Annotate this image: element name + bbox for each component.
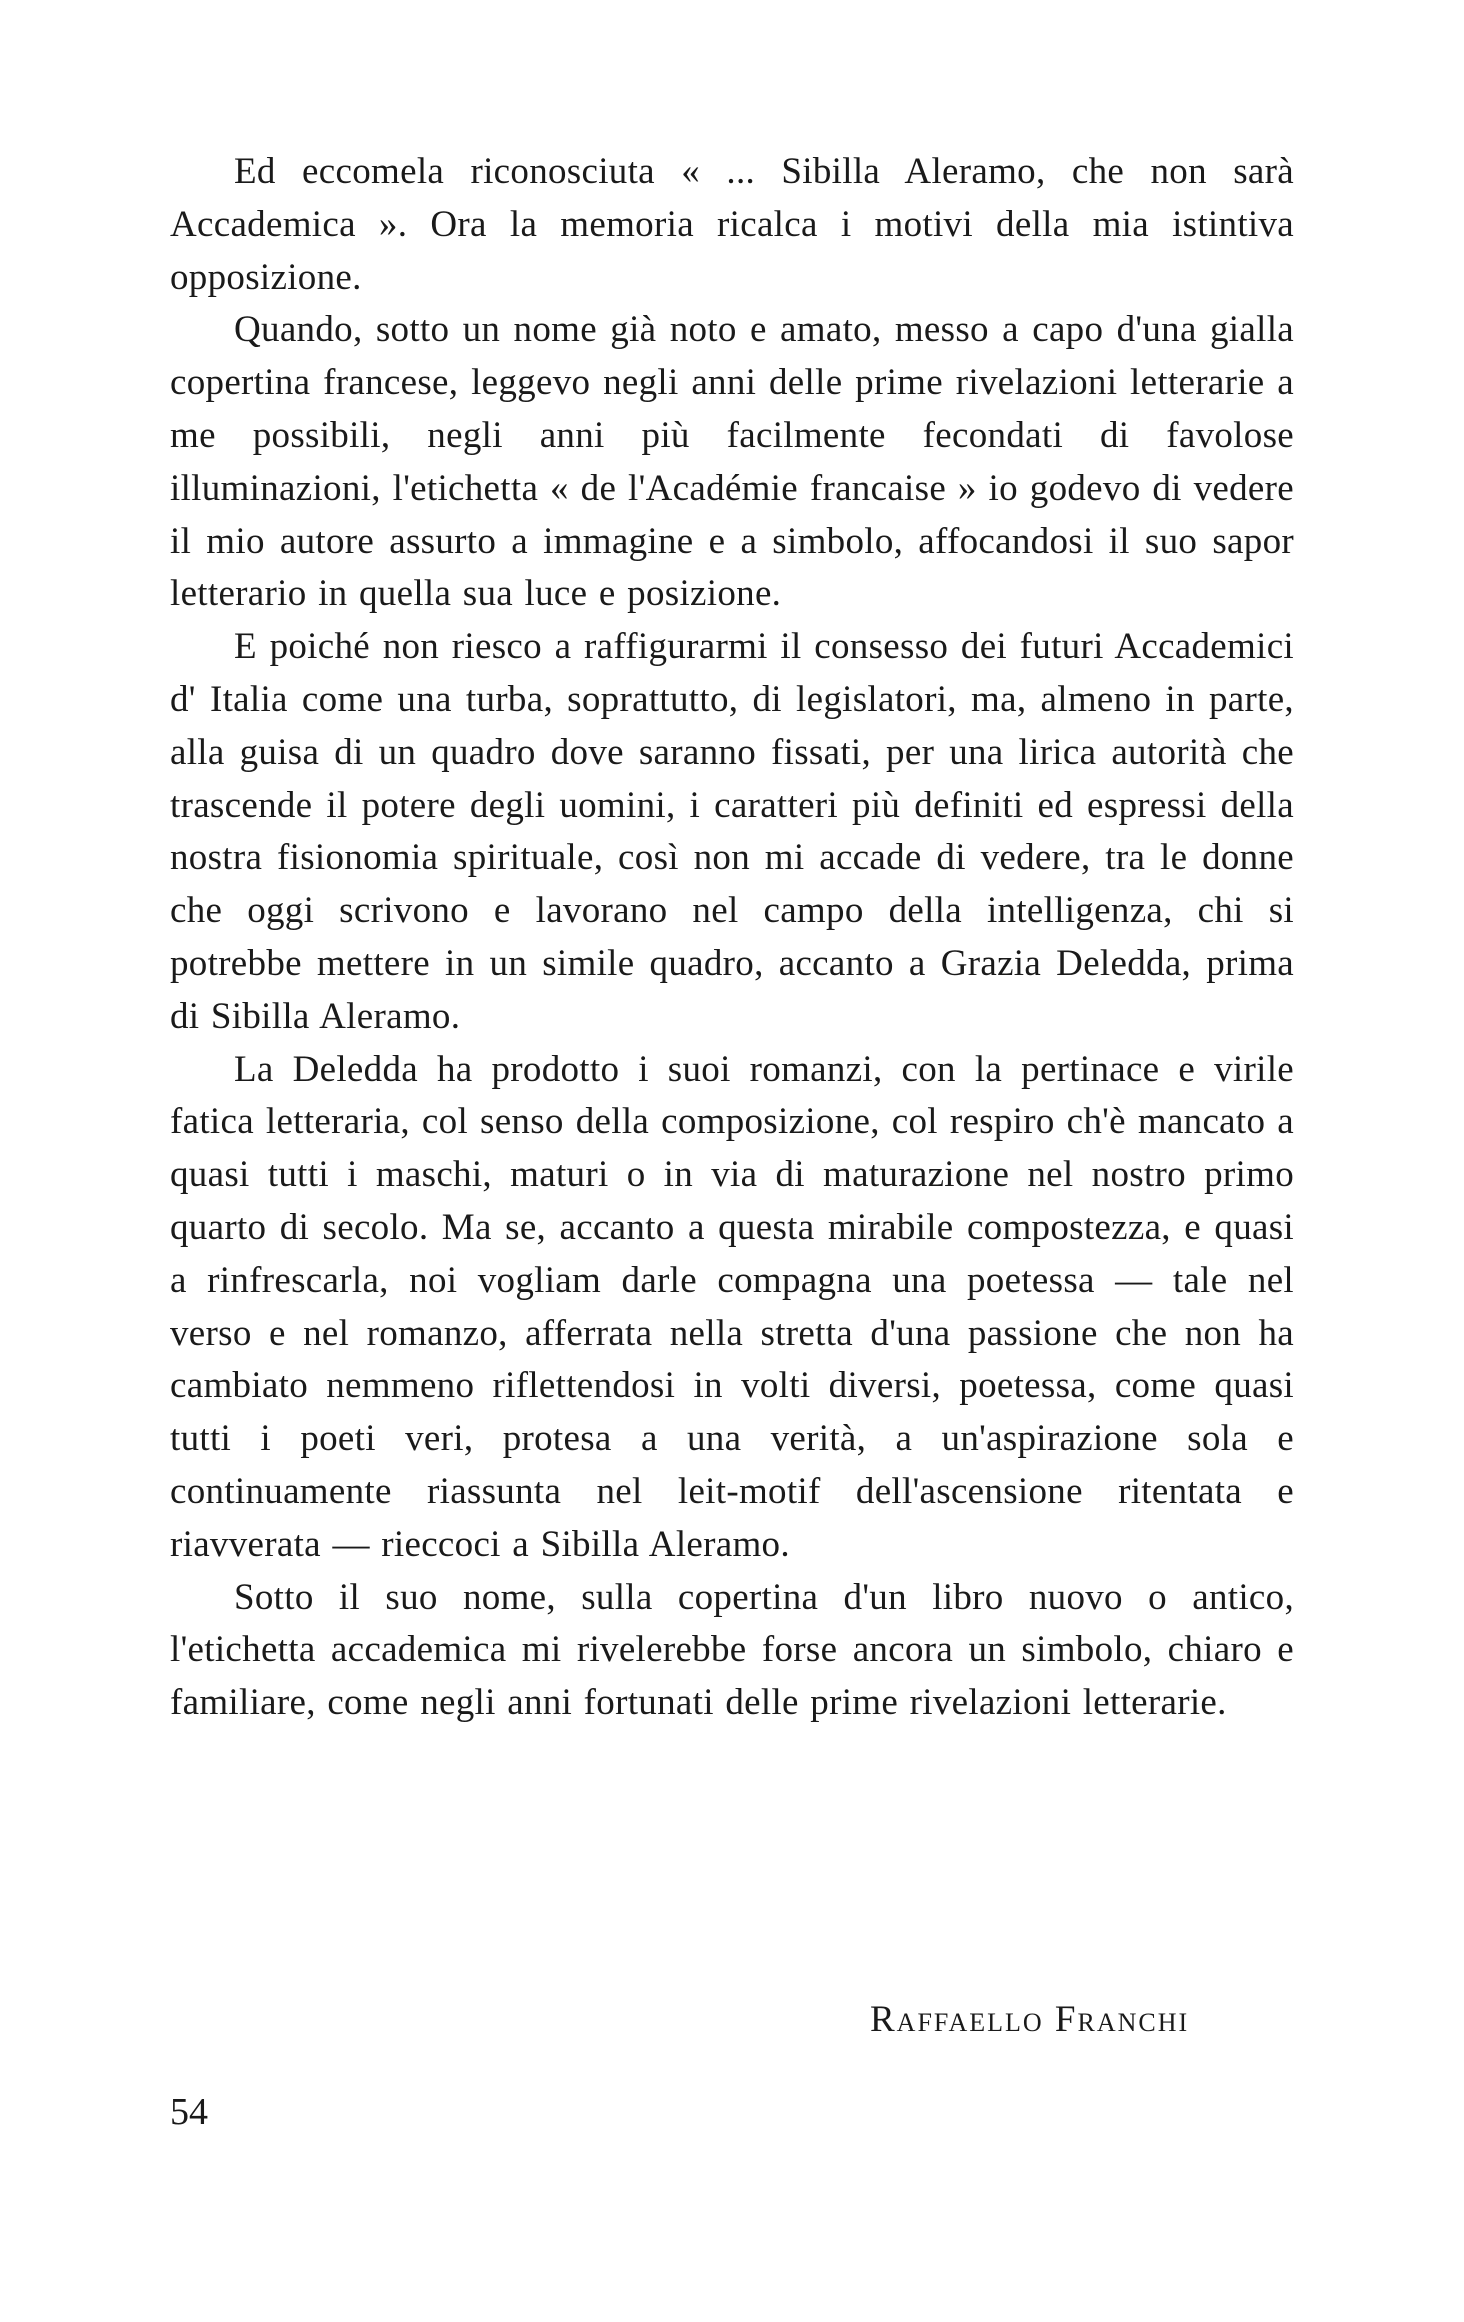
paragraph: La Deledda ha prodotto i suoi romanzi, con la pertinace e virile fatica letteraria, col senso della composizione, col respiro ch'è mancato a quasi tutti i maschi, maturi o in via di maturazione nel nostro primo quarto di secolo. Ma se, accanto a questa mirabile compostezza, e quasi a rinfrescarla, noi vogliam darle compagna una poetessa — tale nel verso e nel romanzo, afferrata nella stretta d'una passione che non ha cambiato nemmeno riflettendosi in volti diversi, poetessa, come quasi tutti i poeti veri, protesa a una verità, a un'aspirazione sola e continuamente riassunta nel leit-motif dell'ascensione ritentata e riavverata — rieccoci a Sibilla Aleramo. bbox=[170, 1048, 1294, 1565]
paragraph: Quando, sotto un nome già noto e amato, messo a capo d'una gialla copertina francese, leggevo negli anni delle prime rivelazioni letterarie a me possibili, negli anni più facilmente fecondati di favolose illuminazioni, l'etichetta « de l'Académie francaise » io godevo di vedere il mio autore assurto a immagine e a simbolo, affocandosi il suo sapor letterario in quella sua luce e posizione. bbox=[170, 309, 1294, 615]
paragraph: E poiché non riesco a raffigurarmi il consesso dei futuri Accademici d' Italia come una turba, soprattutto, di legislatori, ma, almeno in parte, alla guisa di un quadro dove saranno fissati, per una lirica autorità che trascende il potere degli uomini, i caratteri più definiti ed espressi della nostra fisionomia spirituale, così non mi accade di vedere, tra le donne che oggi scrivono e lavorano nel campo della intelligenza, chi si potrebbe mettere in un simile quadro, accanto a Grazia Deledda, prima di Sibilla Aleramo. bbox=[170, 626, 1294, 1037]
author-signature: Raffaello Franchi bbox=[870, 1999, 1190, 2040]
paragraph: Ed eccomela riconosciuta « ... Sibilla Aleramo, che non sarà Accademica ». Ora la memoria ricalca i motivi della mia istintiva opposizione. bbox=[170, 151, 1294, 298]
body-text bbox=[170, 146, 1294, 1730]
page-number: 54 bbox=[170, 2091, 208, 2133]
paragraph: Sotto il suo nome, sulla copertina d'un libro nuovo o antico, l'etichetta accademica mi rivelerebbe forse ancora un simbolo, chiaro e familiare, come negli anni fortunati delle prime rivelazioni letterarie. bbox=[170, 1576, 1294, 1724]
